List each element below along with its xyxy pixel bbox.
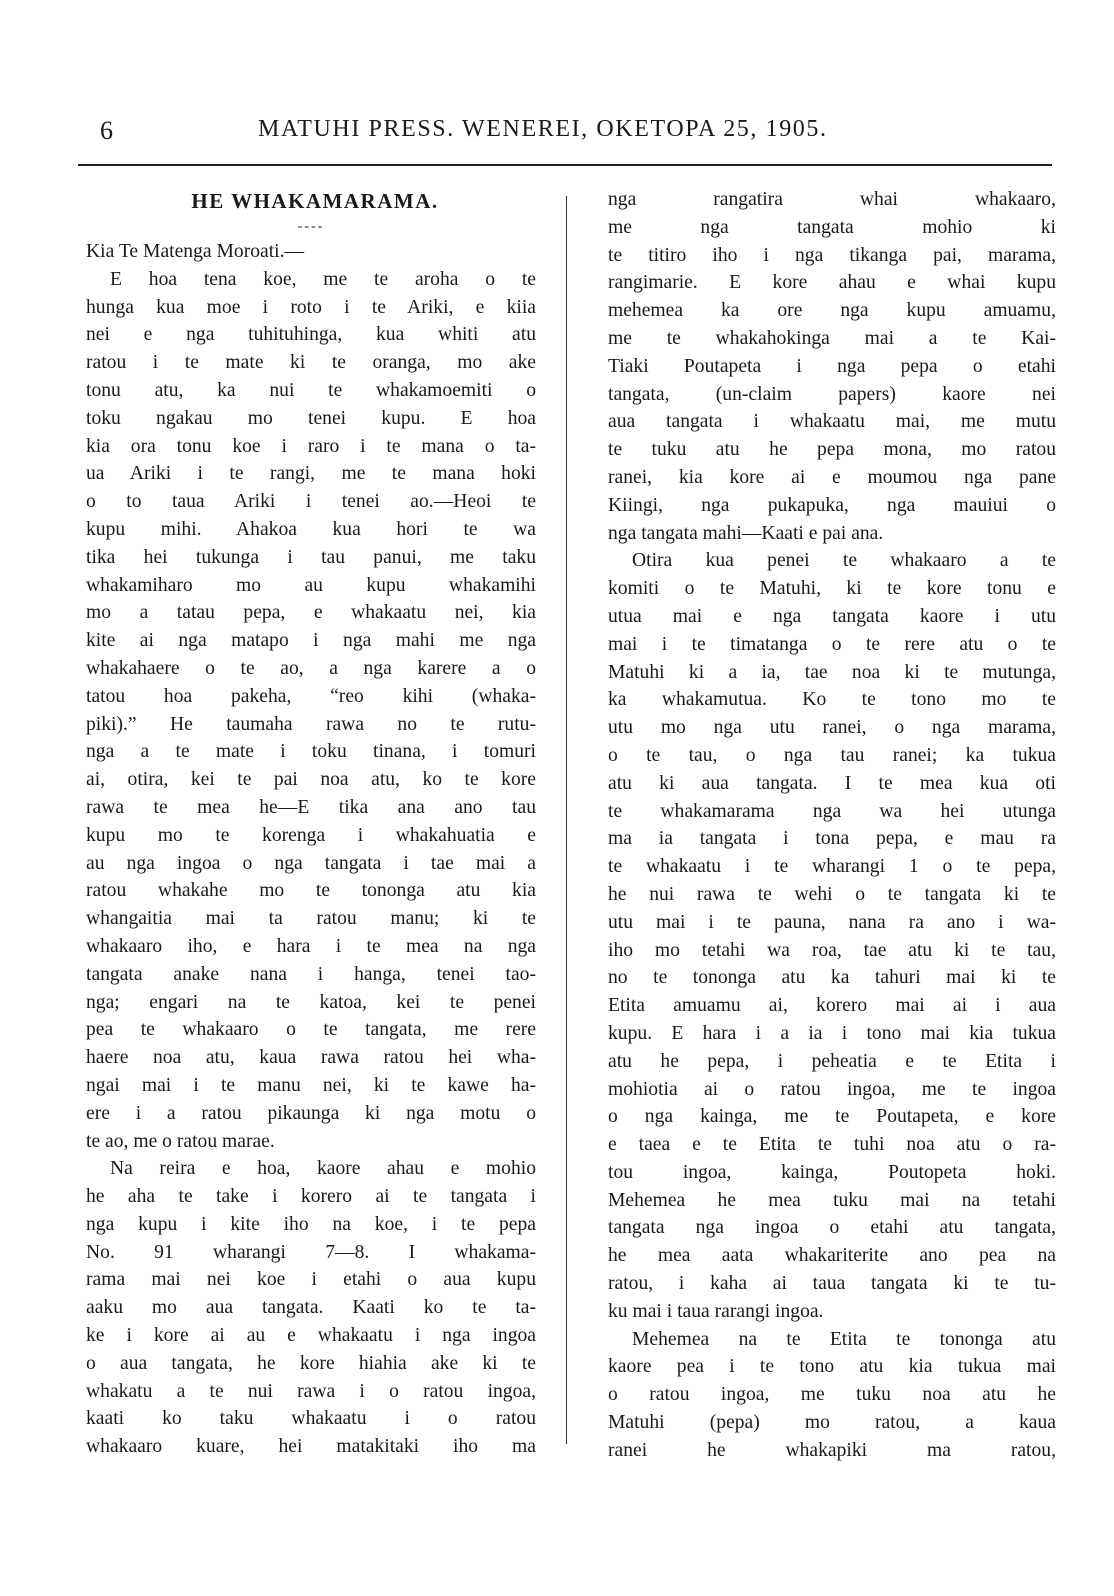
text-line: Na reira e hoa, kaore ahau e mohio (110, 1158, 536, 1180)
text-line: mohiotia ai o ratou ingoa, me te ingoa (608, 1078, 1056, 1100)
text-line: Otira kua penei te whakaaro a te (632, 550, 1056, 572)
text-line: komiti o te Matuhi, ki te kore tonu e (608, 578, 1056, 600)
left-column (86, 186, 536, 1461)
text-line: whakahaere o te ao, a nga karere a o (86, 657, 536, 679)
text-line: ratou, i kaha ai taua tangata ki te tu- (608, 1273, 1056, 1295)
text-line: nei e nga tuhituhinga, kua whiti atu (86, 324, 536, 346)
text-line: whakamiharo mo au kupu whakamihi (86, 574, 536, 596)
text-line: hunga kua moe i roto i te Ariki, e kiia (86, 296, 536, 318)
text-line: o te tau, o nga tau ranei; ka tukua (608, 744, 1056, 766)
column-divider (566, 196, 567, 1444)
text-line: nga; engari na te katoa, kei te penei (86, 991, 536, 1013)
text-line: te whakamarama nga wa hei utunga (608, 800, 1056, 822)
text-line: mo a tatau pepa, e whakaatu nei, kia (86, 602, 536, 624)
text-line: tangata anake nana i hanga, tenei tao- (86, 963, 536, 985)
right-column (608, 186, 1056, 1465)
text-line: o to taua Ariki i tenei ao.—Heoi te (86, 491, 536, 513)
page-header (78, 116, 1050, 156)
text-line: ere i a ratou pikaunga ki nga motu o (86, 1102, 536, 1124)
text-line: Kiingi, nga pukapuka, nga mauiui o (608, 494, 1056, 516)
text-line: kupu mihi. Ahakoa kua hori te wa (86, 518, 536, 540)
paragraph-5 (608, 1326, 1056, 1465)
text-line: ranei, kia kore ai e moumou nga pane (608, 466, 1056, 488)
text-line: o aua tangata, he kore hiahia ake ki te (86, 1352, 536, 1374)
text-line: atu ki aua tangata. I te mea kua oti (608, 772, 1056, 794)
text-line: tangata nga ingoa o etahi atu tangata, (608, 1217, 1056, 1239)
heading-separator: ---- (297, 219, 325, 234)
text-line: kia ora tonu koe i raro i te mana o ta- (86, 435, 536, 457)
running-title: MATUHI PRESS. WENEREI, OKETOPA 25, 1905. (258, 116, 828, 142)
text-line: E hoa tena koe, me te aroha o te (110, 268, 536, 290)
text-line: nga a te mate i toku tinana, i tomuri (86, 741, 536, 763)
text-line: te whakaatu i te wharangi 1 o te pepa, (608, 856, 1056, 878)
paragraph-1 (86, 266, 536, 1156)
text-line: ratou i te mate ki te oranga, mo ake (86, 352, 536, 374)
text-line: he aha te take i korero ai te tangata i (86, 1186, 536, 1208)
text-line: No. 91 wharangi 7—8. I whakama- (86, 1241, 536, 1263)
paragraph-2 (86, 1155, 536, 1461)
text-line: rangimarie. E kore ahau e whai kupu (608, 272, 1056, 294)
text-line: whakaaro iho, e hara i te mea na nga (86, 935, 536, 957)
text-line: toku ngakau mo tenei kupu. E hoa (86, 407, 536, 429)
text-line: rawa te mea he—E tika ana ano tau (86, 796, 536, 818)
text-line: ma ia tangata i tona pepa, e mau ra (608, 828, 1056, 850)
text-line: au nga ingoa o nga tangata i tae mai a (86, 852, 536, 874)
paragraph-4 (608, 547, 1056, 1325)
text-line: te titiro iho i nga tikanga pai, marama, (608, 244, 1056, 266)
text-line: mehemea ka ore nga kupu amuamu, (608, 300, 1056, 322)
text-line: aaku mo aua tangata. Kaati ko te ta- (86, 1297, 536, 1319)
text-line: ke i kore ai au e whakaatu i nga ingoa (86, 1325, 536, 1347)
text-line: ai, otira, kei te pai noa atu, ko te kore (86, 769, 536, 791)
text-line: pea te whakaaro o te tangata, me rere (86, 1019, 536, 1041)
text-line: Mehemea na te Etita te tononga atu (632, 1328, 1056, 1350)
text-line: Tiaki Poutapeta i nga pepa o etahi (608, 355, 1056, 377)
text-line: nga rangatira whai whakaaro, (608, 189, 1056, 210)
text-line: tou ingoa, kainga, Poutopeta hoki. (608, 1161, 1056, 1183)
text-line: ngai mai i te manu nei, ki te kawe ha- (86, 1074, 536, 1096)
text-line: me te whakahokinga mai a te Kai- (608, 327, 1056, 349)
header-rule (78, 164, 1052, 166)
text-line: rama mai nei koe i etahi o aua kupu (86, 1269, 536, 1291)
text-line: tika hei tukunga i tau panui, me taku (86, 546, 536, 568)
text-line: ua Ariki i te rangi, me te mana hoki (86, 463, 536, 485)
text-line: nga tangata mahi—Kaati e pai ana. (608, 522, 884, 544)
text-line: iho mo tetahi wa roa, tae atu ki te tau, (608, 939, 1056, 961)
text-line: te ao, me o ratou marae. (86, 1130, 275, 1152)
text-line: kaati ko taku whakaatu i o ratou (86, 1408, 536, 1430)
text-line: kaore pea i te tono atu kia tukua mai (608, 1356, 1056, 1378)
text-line: Matuhi (pepa) mo ratou, a kaua (608, 1412, 1056, 1434)
text-line: nga kupu i kite iho na koe, i te pepa (86, 1213, 536, 1235)
text-line: ratou whakahe mo te tononga atu kia (86, 880, 536, 902)
text-line: tatou hoa pakeha, “reo kihi (whaka- (86, 685, 536, 707)
text-line: mai i te timatanga o te rere atu o te (608, 633, 1056, 655)
text-line: no te tononga atu ka tahuri mai ki te (608, 967, 1056, 989)
page-number: 6 (100, 116, 114, 145)
paragraph-3 (608, 186, 1056, 547)
text-line: piki).” He taumaha rawa no te rutu- (86, 713, 536, 735)
text-line: me nga tangata mohio ki (608, 216, 1056, 238)
text-line: kupu mo te korenga i whakahuatia e (86, 824, 536, 846)
text-line: haere noa atu, kaua rawa ratou hei wha- (86, 1047, 536, 1069)
text-line: he mea aata whakariterite ano pea na (608, 1245, 1056, 1267)
text-line: utua mai e nga tangata kaore i utu (608, 605, 1056, 627)
text-line: utu mo nga utu ranei, o nga marama, (608, 717, 1056, 739)
text-line: utu mai i te pauna, nana ra ano i wa- (608, 911, 1056, 933)
text-line: e taea e te Etita te tuhi noa atu o ra- (608, 1134, 1056, 1156)
text-line: ka whakamutua. Ko te tono mo te (608, 689, 1056, 711)
text-line: ku mai i taua rarangi ingoa. (608, 1300, 824, 1322)
text-line: ranei he whakapiki ma ratou, (608, 1439, 1056, 1461)
text-line: tangata, (un-claim papers) kaore nei (608, 383, 1056, 405)
salutation: Kia Te Matenga Moroati.— (86, 241, 305, 262)
text-line: kupu. E hara i a ia i tono mai kia tukua (608, 1022, 1056, 1044)
text-line: o nga kainga, me te Poutapeta, e kore (608, 1106, 1056, 1128)
text-line: whakatu a te nui rawa i o ratou ingoa, (86, 1380, 536, 1402)
text-line: whangaitia mai ta ratou manu; ki te (86, 908, 536, 930)
text-line: atu he pepa, i peheatia e te Etita i (608, 1050, 1056, 1072)
text-line: te tuku atu he pepa mona, mo ratou (608, 439, 1056, 461)
article-heading: HE WHAKAMARAMA. (191, 189, 439, 213)
text-line: aua tangata i whakaatu mai, me mutu (608, 411, 1056, 433)
text-line: tonu atu, ka nui te whakamoemiti o (86, 379, 536, 401)
text-line: Etita amuamu ai, korero mai ai i aua (608, 995, 1056, 1017)
text-line: kite ai nga matapo i nga mahi me nga (86, 630, 536, 652)
text-line: whakaaro kuare, hei matakitaki iho ma (86, 1436, 536, 1458)
text-line: o ratou ingoa, me tuku noa atu he (608, 1384, 1056, 1406)
text-line: he nui rawa te wehi o te tangata ki te (608, 883, 1056, 905)
text-line: Matuhi ki a ia, tae noa ki te mutunga, (608, 661, 1056, 683)
text-line: Mehemea he mea tuku mai na tetahi (608, 1189, 1056, 1211)
